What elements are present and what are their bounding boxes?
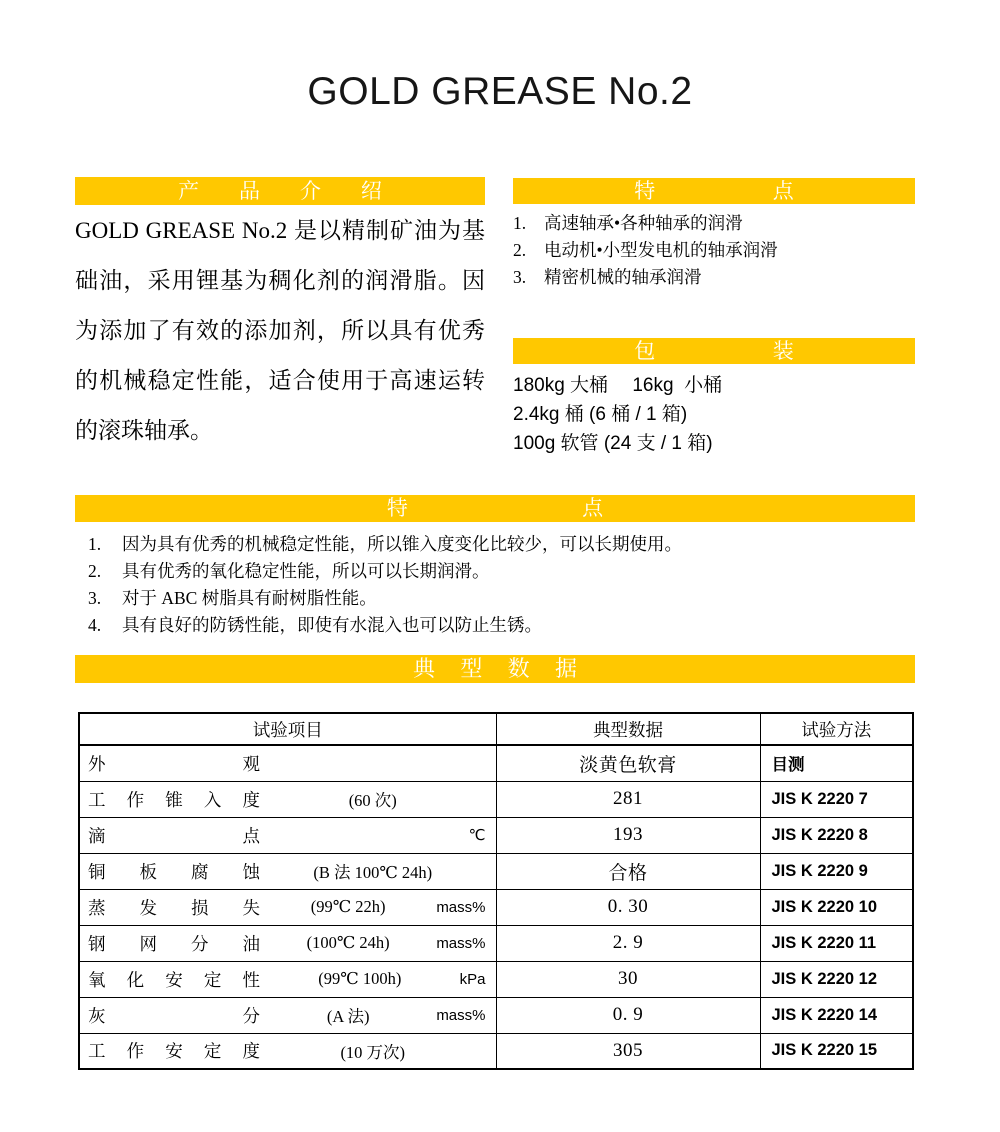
test-method: JIS K 2220 15 [760, 1033, 913, 1069]
list-item-text: 对于 ABC 树脂具有耐树脂性能。 [122, 588, 377, 608]
test-item-condition: (B 法 100℃ 24h) [313, 863, 433, 882]
packaging-line: 2.4kg 桶 (6 桶 / 1 箱) [513, 404, 688, 425]
typical-value: 2. 9 [496, 925, 760, 961]
table-row [79, 853, 913, 889]
list-item-number: 4. [88, 615, 102, 635]
test-item-condition: (10 万次) [340, 1042, 406, 1062]
packaging-line: 180kg 大桶 16kg 小桶 [513, 375, 723, 396]
test-item-unit: kPa [459, 970, 486, 988]
test-item-name: 灰 分 [88, 1005, 260, 1026]
table-row [79, 889, 913, 925]
test-item-name: 蒸 发 损 失 [88, 897, 260, 918]
uses-banner [513, 178, 915, 204]
table-row [79, 745, 913, 781]
typical-value: 合格 [496, 853, 760, 889]
list-item [513, 237, 915, 264]
test-method: JIS K 2220 10 [760, 889, 913, 925]
test-item-unit: mass% [436, 898, 486, 916]
test-item-name: 工 作 锥 入 度 [88, 789, 260, 810]
list-item-number: 2. [88, 561, 102, 581]
test-item-condition: (100℃ 24h) [306, 933, 390, 952]
uses-banner-label: 特点 [634, 178, 912, 203]
list-item-number: 1. [88, 534, 102, 554]
list-item-text: 因为具有优秀的机械稳定性能，所以锥入度变化比较少，可以长期使用。 [122, 534, 682, 554]
typical-value: 281 [496, 781, 760, 817]
column-header-test-item: 试验项目 [79, 713, 496, 745]
product-intro-banner-label: 产品介绍 [178, 178, 422, 203]
list-item-text: 高速轴承•各种轴承的润滑 [544, 213, 743, 233]
test-item-unit: mass% [436, 1006, 486, 1024]
typical-value: 0. 9 [496, 997, 760, 1033]
table-row [79, 961, 913, 997]
test-item-unit: ℃ [468, 827, 486, 844]
test-item-name: 工 作 安 定 度 [88, 1041, 260, 1062]
section-typical-data [75, 655, 915, 1070]
list-item-text: 精密机械的轴承润滑 [544, 267, 702, 287]
test-method: JIS K 2220 7 [760, 781, 913, 817]
typical-data-banner [75, 655, 915, 683]
table-row [79, 925, 913, 961]
table-header-row [79, 713, 913, 745]
test-item-name: 铜 板 腐 蚀 [88, 861, 260, 882]
list-item [88, 531, 915, 558]
list-item-number: 1. [513, 213, 527, 233]
product-intro-banner [75, 177, 485, 205]
section-features [75, 495, 915, 639]
test-method: 目测 [760, 745, 913, 781]
test-method: JIS K 2220 12 [760, 961, 913, 997]
typical-value: 0. 30 [496, 889, 760, 925]
packaging-banner-label: 包装 [634, 338, 912, 363]
test-item-unit: mass% [436, 934, 486, 952]
test-item-condition: (99℃ 100h) [318, 969, 402, 988]
section-product-intro [75, 177, 485, 456]
test-item-name: 滴 点 [88, 825, 260, 846]
list-item-number: 2. [513, 240, 527, 260]
test-method: JIS K 2220 9 [760, 853, 913, 889]
table-row [79, 1033, 913, 1069]
features-banner-label: 特点 [386, 496, 778, 520]
test-item-condition: (60 次) [348, 791, 397, 810]
list-item [88, 558, 915, 585]
test-method: JIS K 2220 11 [760, 925, 913, 961]
packaging-banner [513, 338, 915, 364]
list-item-text: 具有优秀的氧化稳定性能，所以可以长期润滑。 [122, 561, 490, 581]
test-item-name: 钢 网 分 油 [88, 933, 260, 954]
section-uses-packaging [513, 178, 915, 458]
typical-value: 305 [496, 1033, 760, 1069]
features-list [75, 531, 915, 639]
table-row [79, 781, 913, 817]
list-item-number: 3. [513, 267, 527, 287]
table-row [79, 997, 913, 1033]
uses-list [513, 210, 915, 291]
test-item-name: 氧 化 安 定 性 [88, 969, 260, 990]
test-item-condition: (99℃ 22h) [310, 897, 386, 916]
column-header-test-method: 试验方法 [760, 713, 913, 745]
features-banner [75, 495, 915, 522]
list-item [513, 264, 915, 291]
list-item-number: 3. [88, 588, 102, 608]
page-title: GOLD GREASE No.2 [307, 70, 693, 113]
column-header-typical-data: 典型数据 [496, 713, 760, 745]
test-item-name: 外 观 [88, 753, 260, 774]
test-method: JIS K 2220 14 [760, 997, 913, 1033]
list-item-text: 电动机•小型发电机的轴承润滑 [544, 240, 778, 260]
typical-data-banner-label: 典型数据 [413, 656, 603, 681]
typical-value: 淡黄色软膏 [496, 745, 760, 781]
list-item-text: 具有良好的防锈性能，即使有水混入也可以防止生锈。 [122, 615, 542, 635]
packaging-list [513, 371, 915, 458]
table-row [79, 817, 913, 853]
packaging-line: 100g 软管 (24 支 / 1 箱) [513, 433, 713, 454]
product-intro-text: GOLD GREASE No.2 是以精制矿油为基础油，采用锂基为稠化剂的润滑脂。因为添加了有效的添加剂，所以具有优秀的机械稳定性能，适合使用于高速运转的滚珠轴承。 [75, 218, 485, 443]
test-method: JIS K 2220 8 [760, 817, 913, 853]
test-item-condition: (A 法) [326, 1007, 370, 1026]
typical-value: 193 [496, 817, 760, 853]
typical-data-table [78, 712, 914, 1070]
list-item [88, 585, 915, 612]
list-item [88, 612, 915, 639]
list-item [513, 210, 915, 237]
typical-value: 30 [496, 961, 760, 997]
